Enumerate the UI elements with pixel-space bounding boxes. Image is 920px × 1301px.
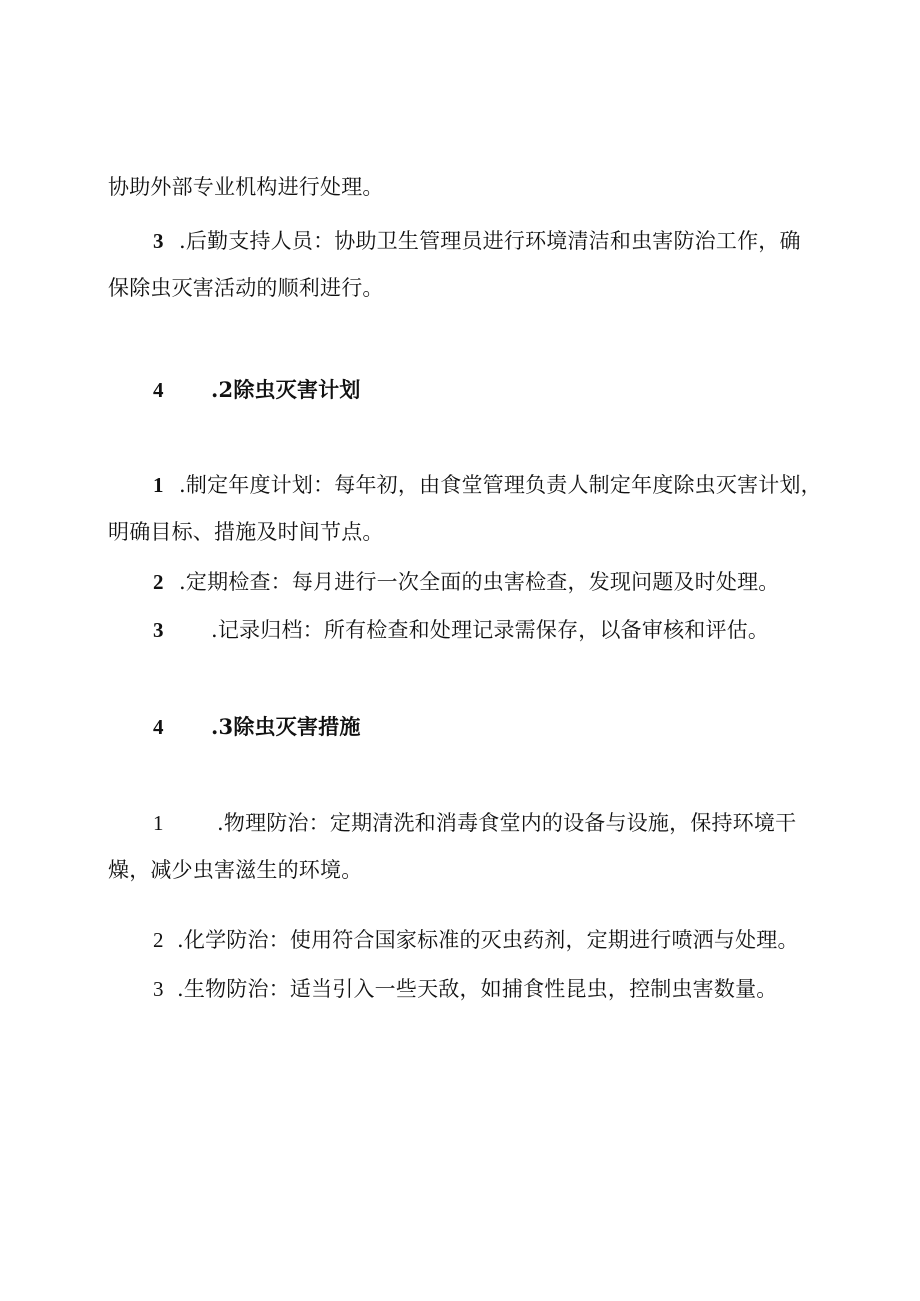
section-title: .2除虫灭害计划: [211, 377, 361, 402]
list-number: 3: [153, 618, 164, 642]
list-text: .记录归档：所有检查和处理记录需保存，以备审核和评估。: [211, 618, 770, 642]
list-text: .物理防治：定期清洗和消毒食堂内的设备与设施，保持环境干: [217, 811, 797, 835]
section-number: 4: [153, 378, 164, 402]
list-item-1-line-1: [153, 808, 796, 838]
paragraph-line: [108, 172, 384, 202]
list-text: .生物防治：适当引入一些天敌，如捕食性昆虫，控制虫害数量。: [177, 977, 778, 1001]
list-number: 3: [153, 229, 164, 253]
section-heading-4-3: [153, 712, 361, 742]
list-item-3: [153, 974, 777, 1004]
list-item-3-line-1: [153, 226, 801, 256]
list-number: 1: [153, 473, 164, 497]
list-number: 1: [153, 811, 164, 835]
list-item-2: [153, 567, 779, 597]
list-text: 保除虫灭害活动的顺利进行。: [108, 276, 384, 300]
list-item-3: [153, 615, 769, 645]
section-heading-4-2: [153, 375, 361, 405]
list-number: 2: [153, 570, 164, 594]
list-item-2: [153, 925, 799, 955]
section-number: 4: [153, 715, 164, 739]
list-item-1-line-2: [108, 517, 384, 547]
list-text: 明确目标、措施及时间节点。: [108, 520, 384, 544]
list-item-1-line-2: [108, 855, 362, 885]
list-text: .化学防治：使用符合国家标准的灭虫药剂，定期进行喷洒与处理。: [177, 928, 799, 952]
list-item-1-line-1: [153, 470, 822, 500]
list-text: .后勤支持人员：协助卫生管理员进行环境清洁和虫害防治工作，确: [179, 229, 801, 253]
paragraph-text: 协助外部专业机构进行处理。: [108, 175, 384, 199]
list-text: 燥，减少虫害滋生的环境。: [108, 858, 363, 882]
list-number: 2: [153, 928, 164, 952]
list-text: .定期检查：每月进行一次全面的虫害检查，发现问题及时处理。: [179, 570, 780, 594]
section-title: .3除虫灭害措施: [211, 714, 361, 739]
list-number: 3: [153, 977, 164, 1001]
list-text: .制定年度计划：每年初，由食堂管理负责人制定年度除虫灭害计划，: [179, 473, 822, 497]
list-item-3-line-2: [108, 273, 384, 303]
